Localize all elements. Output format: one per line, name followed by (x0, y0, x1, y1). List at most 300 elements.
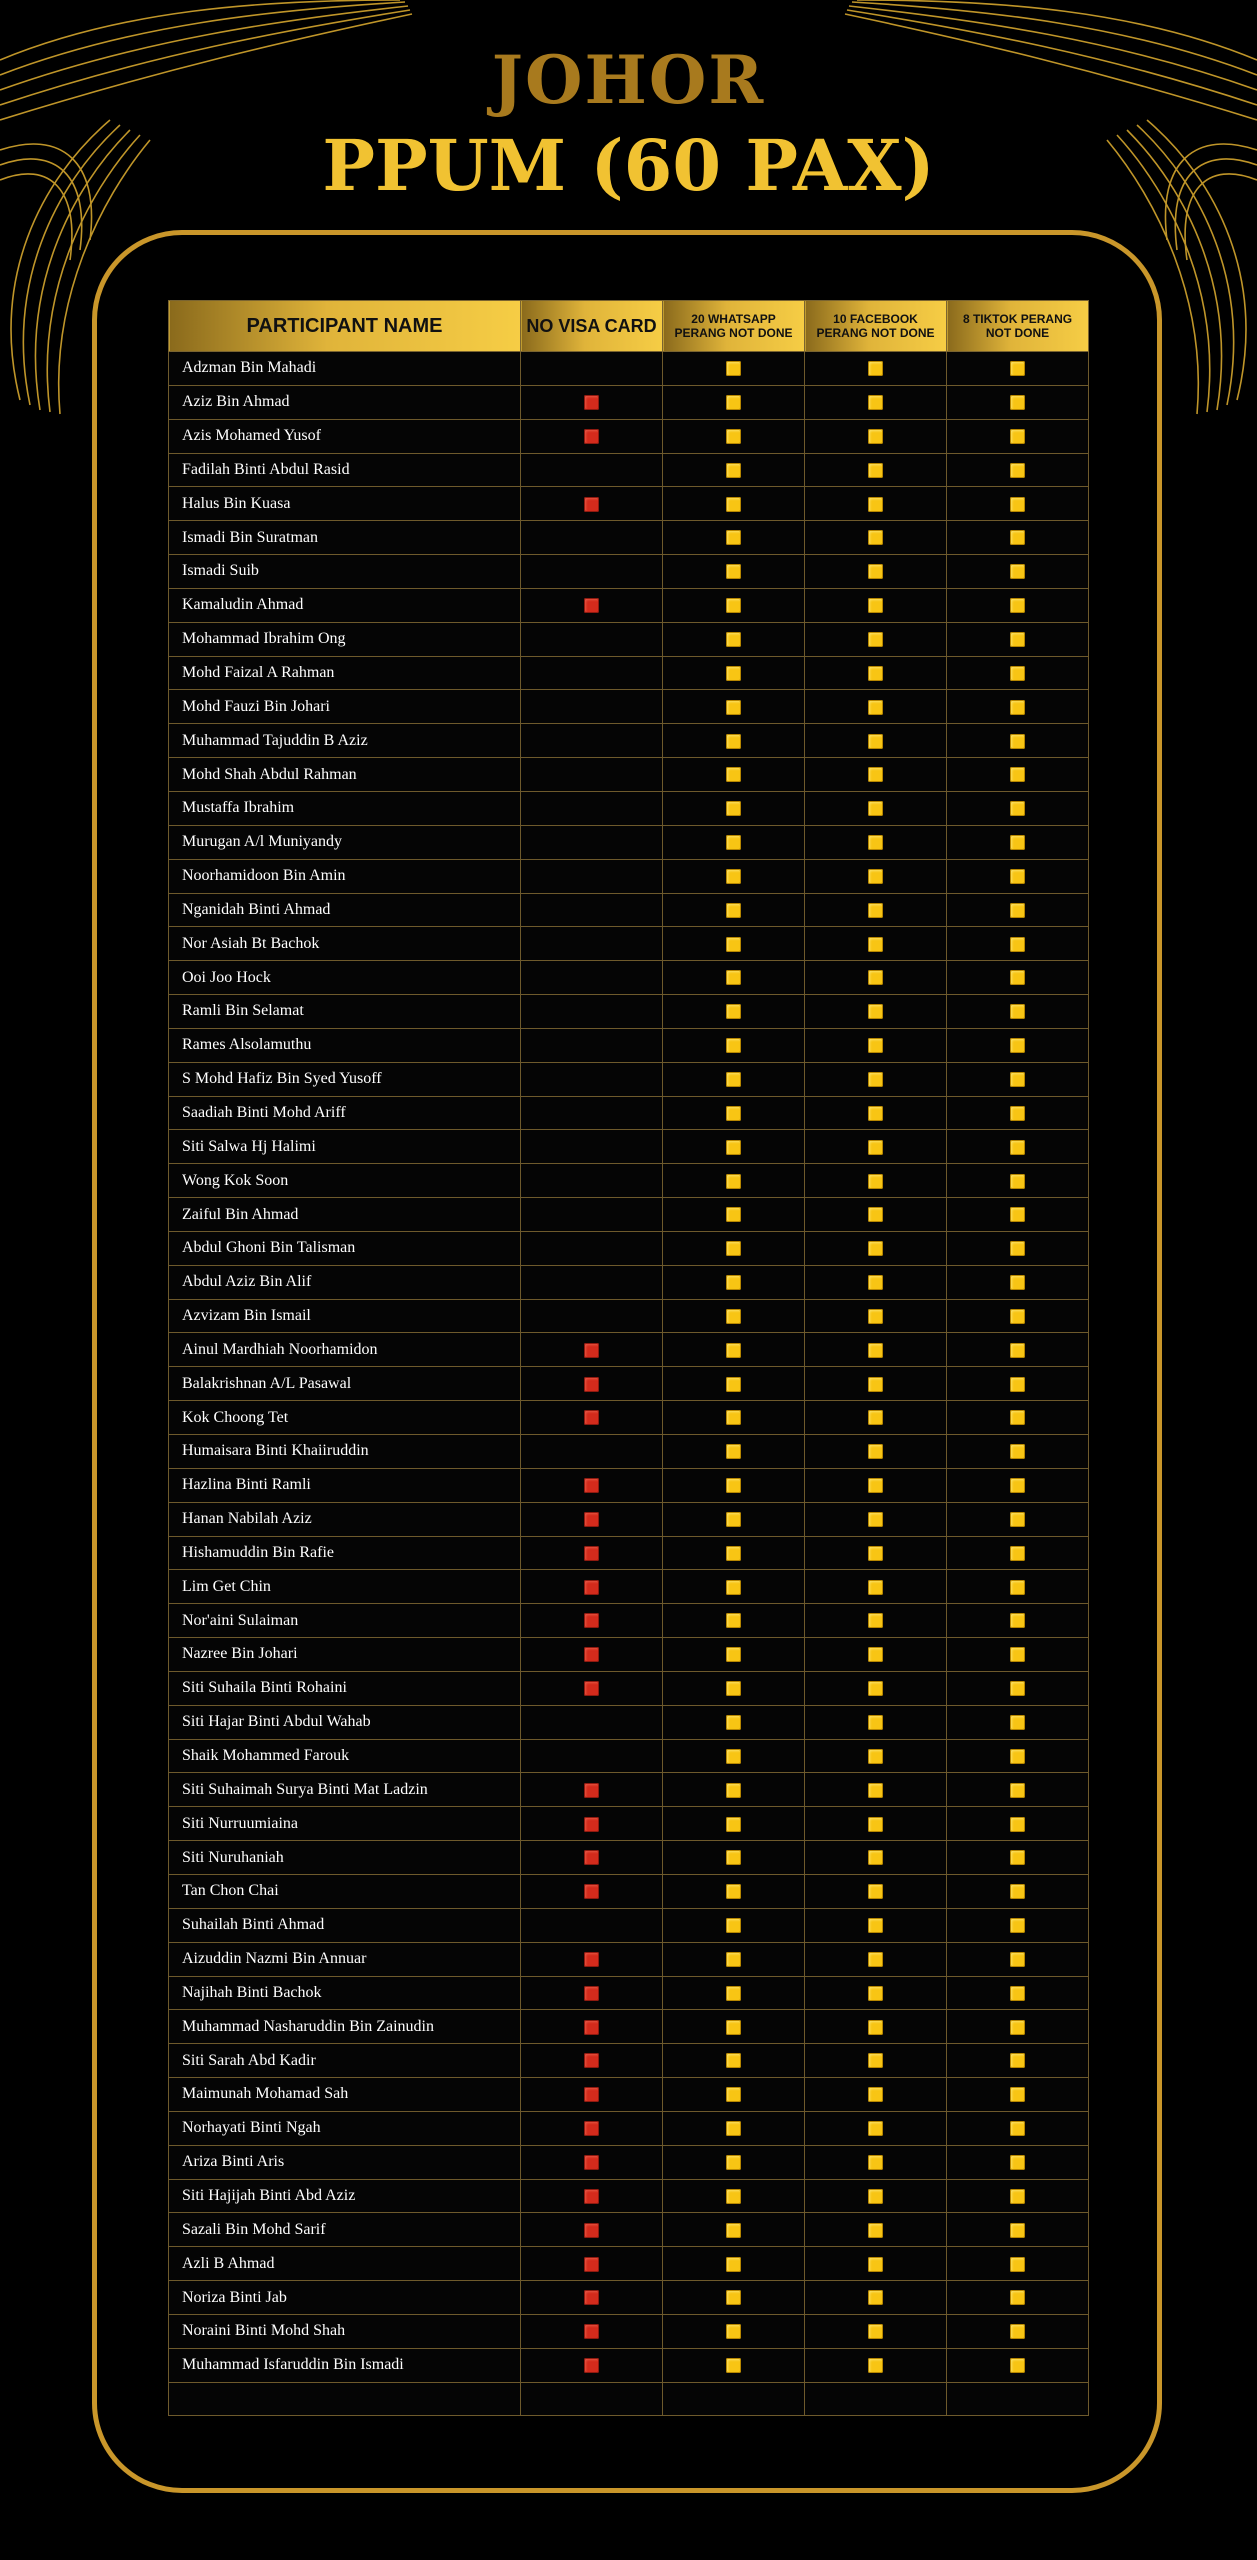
table-row (169, 2281, 1089, 2315)
table-row (169, 521, 1089, 555)
no-visa-card-status-cell (521, 1502, 663, 1536)
tiktok-status-cell (947, 1062, 1089, 1096)
yellow-square-icon (868, 1004, 883, 1019)
table-row (169, 588, 1089, 622)
tiktok-status-cell (947, 791, 1089, 825)
yellow-square-icon (726, 1952, 741, 1967)
yellow-square-icon (726, 1241, 741, 1256)
no-visa-card-status-cell (521, 893, 663, 927)
tiktok-status-cell (947, 1333, 1089, 1367)
participant-name-cell: Muhammad Isfaruddin Bin Ismadi (169, 2348, 521, 2382)
yellow-square-icon (726, 937, 741, 952)
whatsapp-status-cell (663, 1671, 805, 1705)
tiktok-status-cell (947, 1705, 1089, 1739)
whatsapp-status-cell (663, 1164, 805, 1198)
table-row (169, 1468, 1089, 1502)
yellow-square-icon (868, 1241, 883, 1256)
table-row (169, 893, 1089, 927)
yellow-square-icon (726, 2189, 741, 2204)
participant-name-cell: Nor Asiah Bt Bachok (169, 927, 521, 961)
tiktok-status-cell (947, 1841, 1089, 1875)
whatsapp-status-cell (663, 2179, 805, 2213)
yellow-square-icon (1010, 2290, 1025, 2305)
no-visa-card-status-cell (521, 2145, 663, 2179)
yellow-square-icon (726, 1478, 741, 1493)
red-square-icon (584, 1512, 599, 1527)
table-row (169, 961, 1089, 995)
participant-name-cell (169, 2382, 521, 2416)
yellow-square-icon (1010, 2087, 1025, 2102)
yellow-square-icon (726, 1207, 741, 1222)
tiktok-status-cell (947, 825, 1089, 859)
table-row (169, 1435, 1089, 1469)
yellow-square-icon (726, 1106, 741, 1121)
facebook-status-cell (805, 2010, 947, 2044)
yellow-square-icon (726, 632, 741, 647)
tiktok-status-cell (947, 487, 1089, 521)
participant-name-cell: Siti Hajijah Binti Abd Aziz (169, 2179, 521, 2213)
red-square-icon (584, 1478, 599, 1493)
no-visa-card-status-cell (521, 1807, 663, 1841)
yellow-square-icon (1010, 1174, 1025, 1189)
yellow-square-icon (1010, 1580, 1025, 1595)
whatsapp-status-cell (663, 1773, 805, 1807)
facebook-status-cell (805, 1976, 947, 2010)
yellow-square-icon (868, 2053, 883, 2068)
yellow-square-icon (1010, 1410, 1025, 1425)
yellow-square-icon (726, 1410, 741, 1425)
table-row (169, 622, 1089, 656)
facebook-status-cell (805, 2348, 947, 2382)
whatsapp-status-cell (663, 758, 805, 792)
tiktok-status-cell (947, 521, 1089, 555)
red-square-icon (584, 1613, 599, 1628)
table-row (169, 1198, 1089, 1232)
table-row (169, 2348, 1089, 2382)
whatsapp-status-cell (663, 1435, 805, 1469)
facebook-status-cell (805, 1638, 947, 1672)
whatsapp-status-cell (663, 1908, 805, 1942)
tiktok-status-cell (947, 1502, 1089, 1536)
yellow-square-icon (868, 801, 883, 816)
facebook-status-cell (805, 1468, 947, 1502)
tiktok-status-cell (947, 555, 1089, 589)
tiktok-status-cell (947, 2179, 1089, 2213)
no-visa-card-status-cell (521, 1231, 663, 1265)
yellow-square-icon (868, 1783, 883, 1798)
yellow-square-icon (1010, 1546, 1025, 1561)
yellow-square-icon (1010, 1478, 1025, 1493)
tiktok-status-cell (947, 1908, 1089, 1942)
whatsapp-status-cell (663, 1976, 805, 2010)
whatsapp-status-cell (663, 1604, 805, 1638)
participant-name-cell: Maimunah Mohamad Sah (169, 2078, 521, 2112)
yellow-square-icon (1010, 1207, 1025, 1222)
yellow-square-icon (1010, 1309, 1025, 1324)
no-visa-card-status-cell (521, 1841, 663, 1875)
yellow-square-icon (868, 970, 883, 985)
no-visa-card-status-cell (521, 1942, 663, 1976)
facebook-status-cell (805, 1333, 947, 1367)
yellow-square-icon (868, 2155, 883, 2170)
participant-name-cell: S Mohd Hafiz Bin Syed Yusoff (169, 1062, 521, 1096)
no-visa-card-status-cell (521, 1536, 663, 1570)
whatsapp-status-cell (663, 385, 805, 419)
yellow-square-icon (1010, 2121, 1025, 2136)
red-square-icon (584, 1343, 599, 1358)
facebook-status-cell (805, 2044, 947, 2078)
red-square-icon (584, 2257, 599, 2272)
yellow-square-icon (1010, 1613, 1025, 1628)
yellow-square-icon (868, 1918, 883, 1933)
table-row (169, 1638, 1089, 1672)
yellow-square-icon (868, 734, 883, 749)
facebook-status-cell (805, 1536, 947, 1570)
yellow-square-icon (1010, 1512, 1025, 1527)
whatsapp-status-cell (663, 487, 805, 521)
participant-name-cell: Ainul Mardhiah Noorhamidon (169, 1333, 521, 1367)
participant-name-cell: Nganidah Binti Ahmad (169, 893, 521, 927)
red-square-icon (584, 497, 599, 512)
yellow-square-icon (726, 869, 741, 884)
table-row (169, 352, 1089, 386)
no-visa-card-status-cell (521, 588, 663, 622)
yellow-square-icon (1010, 2324, 1025, 2339)
yellow-square-icon (726, 1275, 741, 1290)
participant-name-cell: Lim Get Chin (169, 1570, 521, 1604)
facebook-status-cell (805, 1570, 947, 1604)
red-square-icon (584, 2053, 599, 2068)
whatsapp-status-cell (663, 995, 805, 1029)
facebook-status-cell (805, 487, 947, 521)
yellow-square-icon (868, 1106, 883, 1121)
facebook-status-cell (805, 1604, 947, 1638)
whatsapp-status-cell (663, 1367, 805, 1401)
participant-name-cell: Hanan Nabilah Aziz (169, 1502, 521, 1536)
yellow-square-icon (868, 1681, 883, 1696)
red-square-icon (584, 2155, 599, 2170)
tiktok-status-cell (947, 758, 1089, 792)
header-participant-name: PARTICIPANT NAME (169, 301, 521, 352)
yellow-square-icon (726, 1647, 741, 1662)
tiktok-status-cell (947, 1435, 1089, 1469)
tiktok-status-cell (947, 1367, 1089, 1401)
no-visa-card-status-cell (521, 1976, 663, 2010)
facebook-status-cell (805, 1130, 947, 1164)
tiktok-status-cell (947, 1671, 1089, 1705)
yellow-square-icon (726, 598, 741, 613)
tiktok-status-cell (947, 1198, 1089, 1232)
yellow-square-icon (1010, 1647, 1025, 1662)
whatsapp-status-cell (663, 1874, 805, 1908)
whatsapp-status-cell (663, 1739, 805, 1773)
yellow-square-icon (868, 2189, 883, 2204)
participant-name-cell: Kok Choong Tet (169, 1401, 521, 1435)
yellow-square-icon (1010, 1038, 1025, 1053)
whatsapp-status-cell (663, 859, 805, 893)
yellow-square-icon (726, 835, 741, 850)
yellow-square-icon (726, 530, 741, 545)
table-row (169, 656, 1089, 690)
facebook-status-cell (805, 791, 947, 825)
whatsapp-status-cell (663, 1265, 805, 1299)
yellow-square-icon (1010, 1817, 1025, 1832)
red-square-icon (584, 2324, 599, 2339)
tiktok-status-cell (947, 2281, 1089, 2315)
whatsapp-status-cell (663, 1198, 805, 1232)
no-visa-card-status-cell (521, 1130, 663, 1164)
table-row (169, 1773, 1089, 1807)
table-row (169, 2145, 1089, 2179)
participant-name-cell: Tan Chon Chai (169, 1874, 521, 1908)
yellow-square-icon (1010, 1004, 1025, 1019)
yellow-square-icon (1010, 632, 1025, 647)
whatsapp-status-cell (663, 2314, 805, 2348)
yellow-square-icon (1010, 1343, 1025, 1358)
tiktok-status-cell (947, 419, 1089, 453)
table-row (169, 2010, 1089, 2044)
red-square-icon (584, 1681, 599, 1696)
table-row (169, 2078, 1089, 2112)
yellow-square-icon (1010, 835, 1025, 850)
whatsapp-status-cell (663, 1096, 805, 1130)
tiktok-status-cell (947, 2111, 1089, 2145)
yellow-square-icon (868, 767, 883, 782)
table-row (169, 2382, 1089, 2416)
yellow-square-icon (726, 564, 741, 579)
yellow-square-icon (868, 463, 883, 478)
yellow-square-icon (726, 2358, 741, 2373)
whatsapp-status-cell (663, 419, 805, 453)
participant-name-cell: Noriza Binti Jab (169, 2281, 521, 2315)
facebook-status-cell (805, 893, 947, 927)
yellow-square-icon (868, 869, 883, 884)
yellow-square-icon (726, 1884, 741, 1899)
no-visa-card-status-cell (521, 521, 663, 555)
no-visa-card-status-cell (521, 859, 663, 893)
table-row (169, 1333, 1089, 1367)
yellow-square-icon (868, 361, 883, 376)
table-row (169, 1705, 1089, 1739)
facebook-status-cell (805, 385, 947, 419)
yellow-square-icon (726, 2020, 741, 2035)
yellow-square-icon (1010, 530, 1025, 545)
facebook-status-cell (805, 1435, 947, 1469)
no-visa-card-status-cell (521, 1435, 663, 1469)
participant-name-cell: Azvizam Bin Ismail (169, 1299, 521, 1333)
participant-name-cell: Siti Suhaila Binti Rohaini (169, 1671, 521, 1705)
participant-name-cell: Siti Sarah Abd Kadir (169, 2044, 521, 2078)
whatsapp-status-cell (663, 1942, 805, 1976)
tiktok-status-cell (947, 859, 1089, 893)
yellow-square-icon (1010, 1275, 1025, 1290)
yellow-square-icon (868, 1174, 883, 1189)
participant-name-cell: Ismadi Bin Suratman (169, 521, 521, 555)
yellow-square-icon (1010, 2020, 1025, 2035)
participant-name-cell: Noorhamidoon Bin Amin (169, 859, 521, 893)
tiktok-status-cell (947, 1299, 1089, 1333)
yellow-square-icon (868, 2358, 883, 2373)
yellow-square-icon (868, 2223, 883, 2238)
participant-name-cell: Aziz Bin Ahmad (169, 385, 521, 419)
table-row (169, 2179, 1089, 2213)
yellow-square-icon (1010, 1241, 1025, 1256)
yellow-square-icon (868, 1140, 883, 1155)
facebook-status-cell (805, 1028, 947, 1062)
no-visa-card-status-cell (521, 2213, 663, 2247)
whatsapp-status-cell (663, 622, 805, 656)
participant-name-cell: Suhailah Binti Ahmad (169, 1908, 521, 1942)
whatsapp-status-cell (663, 1807, 805, 1841)
tiktok-status-cell (947, 1807, 1089, 1841)
yellow-square-icon (868, 1343, 883, 1358)
whatsapp-status-cell (663, 1502, 805, 1536)
yellow-square-icon (726, 1817, 741, 1832)
red-square-icon (584, 1850, 599, 1865)
whatsapp-status-cell (663, 690, 805, 724)
table-row (169, 453, 1089, 487)
tiktok-status-cell (947, 1096, 1089, 1130)
yellow-square-icon (726, 2155, 741, 2170)
yellow-square-icon (1010, 1952, 1025, 1967)
table-row (169, 1231, 1089, 1265)
table-row (169, 1062, 1089, 1096)
participant-name-cell: Ariza Binti Aris (169, 2145, 521, 2179)
tiktok-status-cell (947, 690, 1089, 724)
no-visa-card-status-cell (521, 419, 663, 453)
table-row (169, 1265, 1089, 1299)
no-visa-card-status-cell (521, 1773, 663, 1807)
yellow-square-icon (868, 2020, 883, 2035)
yellow-square-icon (1010, 2358, 1025, 2373)
facebook-status-cell (805, 2247, 947, 2281)
no-visa-card-status-cell (521, 1638, 663, 1672)
no-visa-card-status-cell (521, 385, 663, 419)
page-title-state: JOHOR (491, 41, 766, 119)
facebook-status-cell (805, 1671, 947, 1705)
no-visa-card-status-cell (521, 555, 663, 589)
yellow-square-icon (726, 1749, 741, 1764)
facebook-status-cell (805, 2111, 947, 2145)
tiktok-status-cell (947, 1265, 1089, 1299)
yellow-square-icon (1010, 497, 1025, 512)
tiktok-status-cell (947, 1773, 1089, 1807)
yellow-square-icon (726, 1038, 741, 1053)
yellow-square-icon (726, 1512, 741, 1527)
facebook-status-cell (805, 656, 947, 690)
whatsapp-status-cell (663, 1638, 805, 1672)
header-whatsapp: 20 WHATSAPP PERANG NOT DONE (663, 301, 805, 352)
no-visa-card-status-cell (521, 1401, 663, 1435)
facebook-status-cell (805, 588, 947, 622)
yellow-square-icon (868, 1546, 883, 1561)
yellow-square-icon (726, 1174, 741, 1189)
yellow-square-icon (1010, 1681, 1025, 1696)
table-row (169, 1401, 1089, 1435)
participant-name-cell: Rames Alsolamuthu (169, 1028, 521, 1062)
table-row (169, 825, 1089, 859)
tiktok-status-cell (947, 1739, 1089, 1773)
participant-name-cell: Nor'aini Sulaiman (169, 1604, 521, 1638)
yellow-square-icon (868, 632, 883, 647)
yellow-square-icon (1010, 598, 1025, 613)
participant-name-cell: Murugan A/l Muniyandy (169, 825, 521, 859)
participant-name-cell: Mohd Faizal A Rahman (169, 656, 521, 690)
tiktok-status-cell (947, 1570, 1089, 1604)
yellow-square-icon (726, 734, 741, 749)
yellow-square-icon (1010, 869, 1025, 884)
yellow-square-icon (726, 1377, 741, 1392)
yellow-square-icon (1010, 801, 1025, 816)
whatsapp-status-cell (663, 1333, 805, 1367)
facebook-status-cell (805, 2281, 947, 2315)
table-row (169, 995, 1089, 1029)
yellow-square-icon (868, 497, 883, 512)
yellow-square-icon (868, 2290, 883, 2305)
no-visa-card-status-cell (521, 690, 663, 724)
table-row (169, 2111, 1089, 2145)
red-square-icon (584, 2358, 599, 2373)
yellow-square-icon (726, 1580, 741, 1595)
no-visa-card-status-cell (521, 2382, 663, 2416)
red-square-icon (584, 1410, 599, 1425)
yellow-square-icon (726, 1681, 741, 1696)
whatsapp-status-cell (663, 2145, 805, 2179)
no-visa-card-status-cell (521, 1062, 663, 1096)
yellow-square-icon (868, 2087, 883, 2102)
red-square-icon (584, 2087, 599, 2102)
whatsapp-status-cell (663, 2247, 805, 2281)
tiktok-status-cell (947, 1976, 1089, 2010)
whatsapp-status-cell (663, 1062, 805, 1096)
yellow-square-icon (726, 1918, 741, 1933)
table-row (169, 1028, 1089, 1062)
table-row (169, 2247, 1089, 2281)
participant-name-cell: Azis Mohamed Yusof (169, 419, 521, 453)
no-visa-card-status-cell (521, 2314, 663, 2348)
table-row (169, 1299, 1089, 1333)
no-visa-card-status-cell (521, 2247, 663, 2281)
tiktok-status-cell (947, 2247, 1089, 2281)
no-visa-card-status-cell (521, 2044, 663, 2078)
yellow-square-icon (1010, 1377, 1025, 1392)
tiktok-status-cell (947, 2213, 1089, 2247)
participant-name-cell: Azli B Ahmad (169, 2247, 521, 2281)
participant-name-cell: Fadilah Binti Abdul Rasid (169, 453, 521, 487)
whatsapp-status-cell (663, 1841, 805, 1875)
tiktok-status-cell (947, 656, 1089, 690)
yellow-square-icon (726, 395, 741, 410)
table-row (169, 1874, 1089, 1908)
tiktok-status-cell (947, 352, 1089, 386)
facebook-status-cell (805, 1164, 947, 1198)
facebook-status-cell (805, 622, 947, 656)
table-row (169, 1671, 1089, 1705)
tiktok-status-cell (947, 453, 1089, 487)
whatsapp-status-cell (663, 588, 805, 622)
yellow-square-icon (868, 666, 883, 681)
table-row (169, 1908, 1089, 1942)
yellow-square-icon (1010, 903, 1025, 918)
participant-name-cell: Humaisara Binti Khaiiruddin (169, 1435, 521, 1469)
yellow-square-icon (726, 1613, 741, 1628)
whatsapp-status-cell (663, 1570, 805, 1604)
facebook-status-cell (805, 2382, 947, 2416)
facebook-status-cell (805, 690, 947, 724)
participant-name-cell: Noraini Binti Mohd Shah (169, 2314, 521, 2348)
whatsapp-status-cell (663, 2111, 805, 2145)
yellow-square-icon (726, 429, 741, 444)
